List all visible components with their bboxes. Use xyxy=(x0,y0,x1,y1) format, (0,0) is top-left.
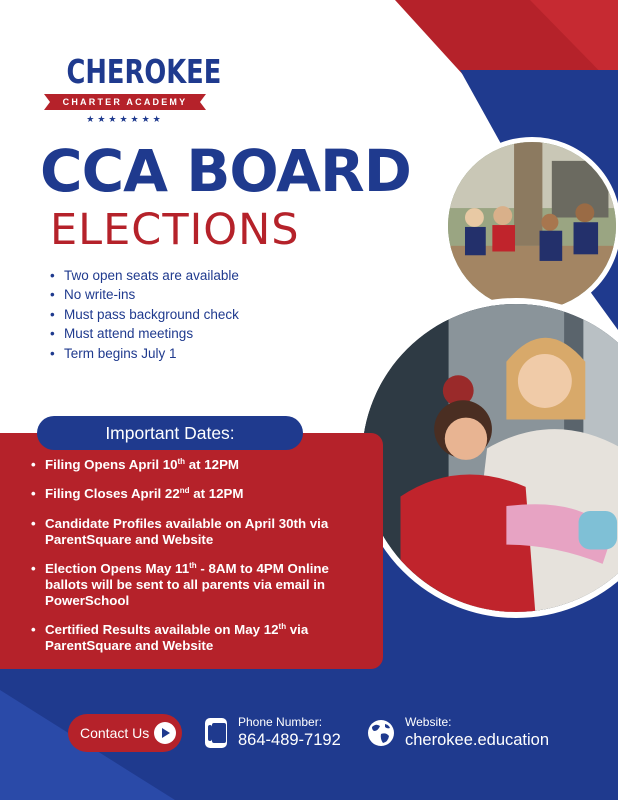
date-item-suffix: th xyxy=(278,622,287,631)
requirements-list xyxy=(48,266,239,363)
requirement-item: • Must pass background check xyxy=(48,305,239,324)
date-item-text: via ParentSquare and Website xyxy=(45,622,309,653)
requirement-item: • Two open seats are available xyxy=(48,266,239,285)
date-item xyxy=(30,516,375,548)
date-item-text: at 12PM xyxy=(185,457,240,472)
students-photo xyxy=(443,137,618,315)
phone-label: Phone Number: xyxy=(238,715,323,729)
contact-us-label: Contact Us xyxy=(80,725,150,741)
logo-name: CHEROKEE xyxy=(66,52,222,91)
date-item-suffix: th xyxy=(189,561,197,570)
logo-stars: ★★★★★★★ xyxy=(86,114,164,124)
phone-number[interactable]: 864-489-7192 xyxy=(238,731,341,749)
date-item-text: Candidate Profiles available on April 30th via ParentSquare and Website xyxy=(45,516,329,547)
date-item-suffix: nd xyxy=(179,486,190,495)
title-line-2: ELECTIONS xyxy=(50,205,300,255)
phone-icon xyxy=(203,717,229,749)
requirement-item: • No write-ins xyxy=(48,285,239,304)
title-line-1: CCA BOARD xyxy=(40,137,411,205)
globe-icon xyxy=(366,718,396,748)
date-item-text: Filing Closes April 22 xyxy=(45,486,180,501)
date-item-text: - 8AM to 4PM Online ballots will be sent to all parents via email in PowerSchool xyxy=(45,561,329,608)
date-item-text: Election Opens May 11 xyxy=(45,561,190,576)
date-item xyxy=(30,622,375,654)
date-item-text: Certified Results available on May 12 xyxy=(45,622,279,637)
date-item xyxy=(30,486,375,502)
date-item xyxy=(30,561,375,609)
play-arrow-icon xyxy=(154,722,176,744)
requirement-item: • Term begins July 1 xyxy=(48,344,239,363)
contact-us-button[interactable] xyxy=(68,714,182,752)
school-logo xyxy=(40,48,222,138)
important-dates-heading: Important Dates: xyxy=(37,416,303,450)
date-item-text: at 12PM xyxy=(189,486,244,501)
requirement-item: • Must attend meetings xyxy=(48,324,239,343)
website-link[interactable]: cherokee.education xyxy=(405,731,550,749)
date-item xyxy=(30,457,375,473)
date-item-suffix: th xyxy=(177,457,186,466)
date-item-text: Filing Opens April 10 xyxy=(45,457,178,472)
website-label: Website: xyxy=(405,715,452,729)
logo-subtitle: CHARTER ACADEMY xyxy=(62,97,188,107)
